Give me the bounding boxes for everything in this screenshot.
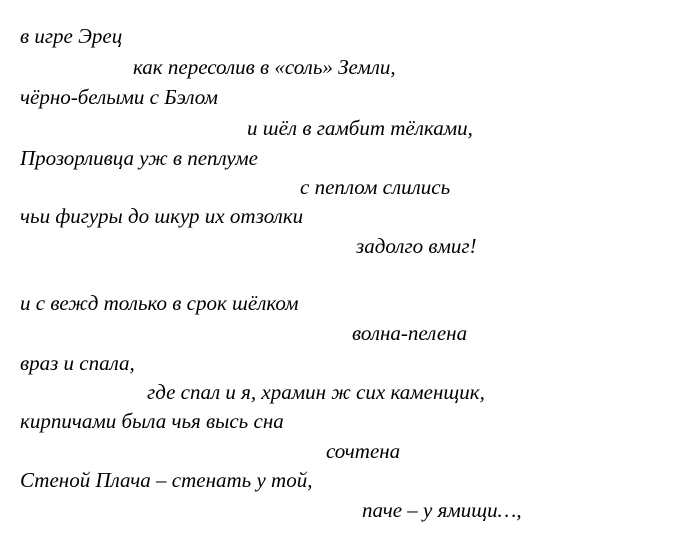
poem-line: волна-пелена xyxy=(352,321,468,345)
poem-line: как пересолив в «соль» Земли, xyxy=(133,55,396,79)
poem-line: чьи фигуры до шкур их отзолки xyxy=(20,204,304,228)
poem-line: враз и спала, xyxy=(20,351,135,375)
poem-line: Прозорливца уж в пеплуме xyxy=(20,146,258,170)
poem-line: сочтена xyxy=(326,439,401,463)
poem-line: кирпичами была чья высь сна xyxy=(20,409,284,433)
poem-line: где спал и я, храмин ж сих каменщик, xyxy=(147,380,485,404)
poem-line: и шёл в гамбит тёлками, xyxy=(247,116,473,140)
poem-line: Стеной Плача – стенать у той, xyxy=(20,468,313,492)
poem-line: паче – у ямищи…, xyxy=(362,498,522,522)
poem-line: и с вежд только в срок шёлком xyxy=(20,291,299,315)
poem-line: с пеплом слились xyxy=(300,175,451,199)
poem-line: чёрно-белыми с Бэлом xyxy=(20,85,218,109)
poem-line: в игре Эрец xyxy=(20,24,123,48)
poem-line: задолго вмиг! xyxy=(356,234,477,258)
